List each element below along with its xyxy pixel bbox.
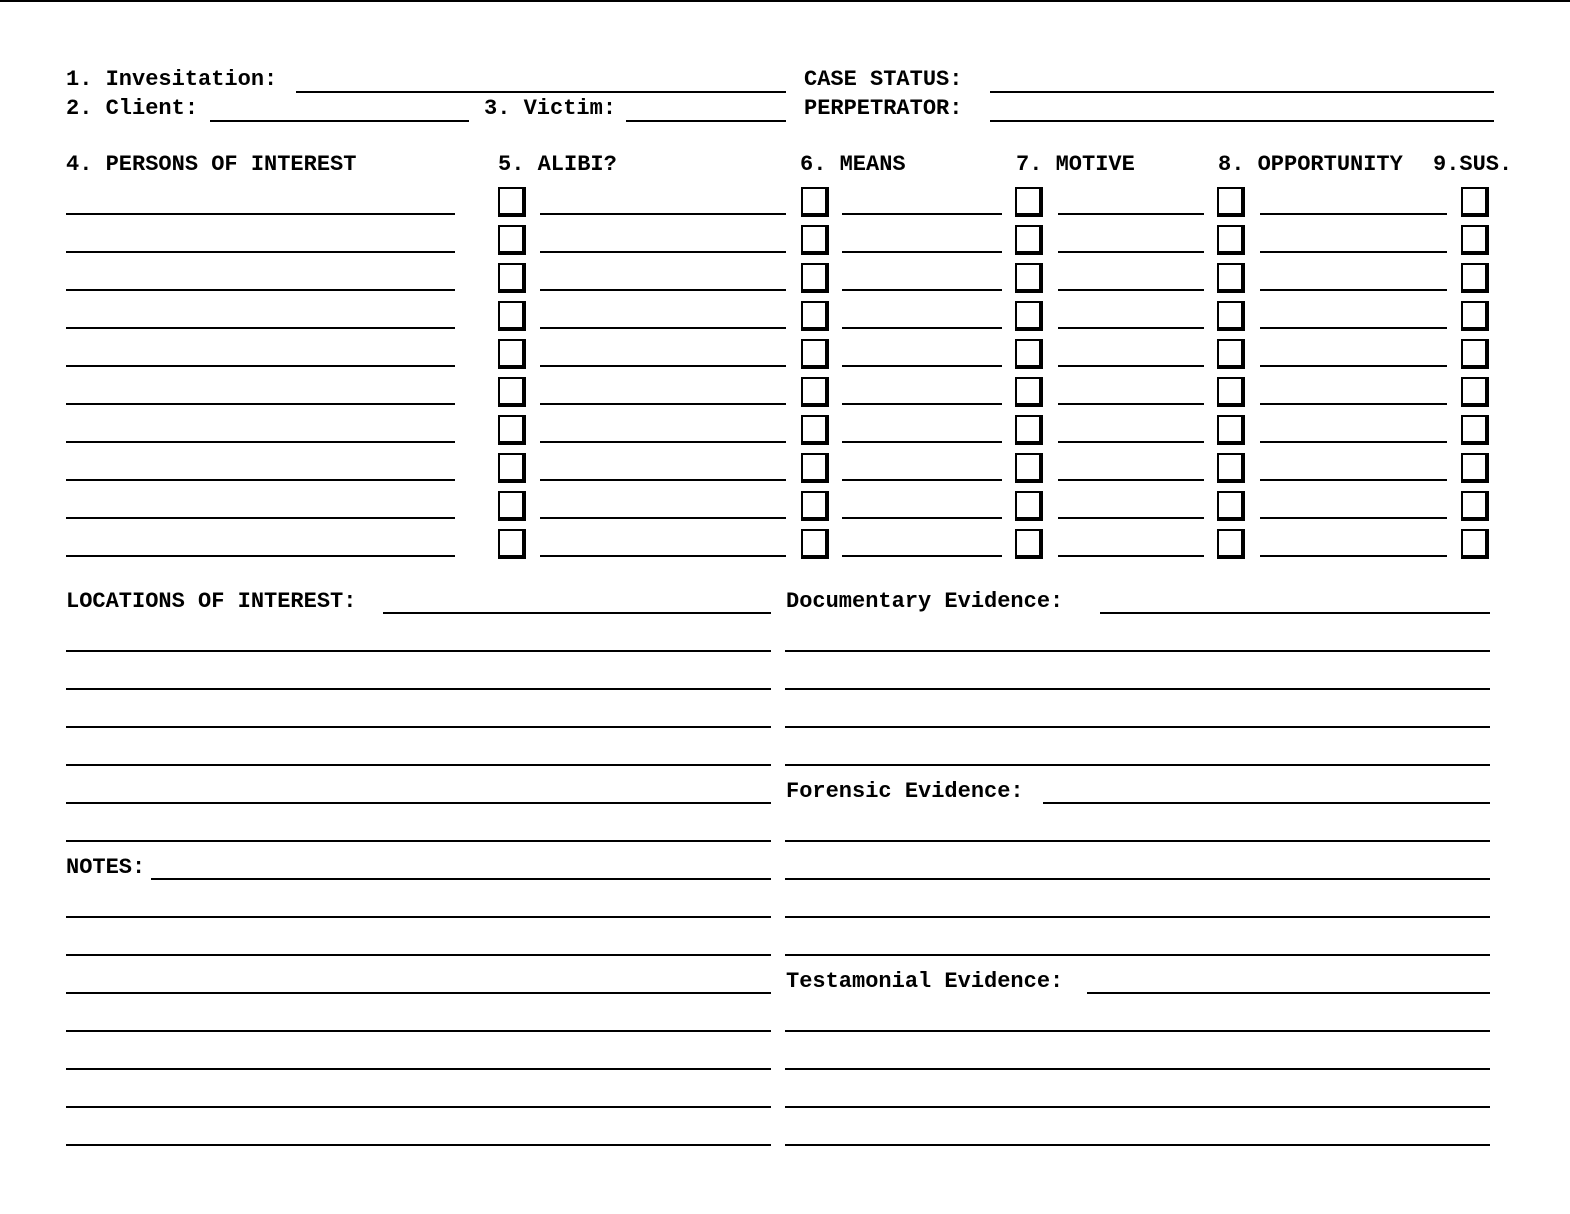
opportunity-row-4-checkbox[interactable] <box>1217 301 1245 331</box>
suspect-row-2-checkbox[interactable] <box>1461 225 1489 255</box>
suspect-header: 9.SUS. <box>1433 152 1513 177</box>
client-field[interactable] <box>210 94 469 122</box>
alibi-row-4-checkbox[interactable] <box>498 301 526 331</box>
opportunity-row-4-field[interactable] <box>1260 301 1447 329</box>
means-row-6-field[interactable] <box>842 377 1002 405</box>
means-row-5-field[interactable] <box>842 339 1002 367</box>
forensic-line-4-field[interactable] <box>785 928 1490 956</box>
alibi-row-8-checkbox[interactable] <box>498 453 526 483</box>
opportunity-row-5-checkbox[interactable] <box>1217 339 1245 369</box>
alibi-row-5-checkbox[interactable] <box>498 339 526 369</box>
person-row-4-field[interactable] <box>66 301 455 329</box>
suspect-row-6-checkbox[interactable] <box>1461 377 1489 407</box>
suspect-row-10-checkbox[interactable] <box>1461 529 1489 559</box>
person-row-10-field[interactable] <box>66 529 455 557</box>
case-status-field[interactable] <box>990 65 1494 93</box>
suspect-row-7-checkbox[interactable] <box>1461 415 1489 445</box>
locations-entry-field[interactable] <box>383 586 771 614</box>
alibi-row-1-field[interactable] <box>540 187 786 215</box>
motive-row-5-field[interactable] <box>1058 339 1204 367</box>
motive-row-8-field[interactable] <box>1058 453 1204 481</box>
suspect-row-3-checkbox[interactable] <box>1461 263 1489 293</box>
forensic-line-2-field[interactable] <box>785 852 1490 880</box>
motive-header: 7. MOTIVE <box>1016 152 1135 177</box>
means-row-5-checkbox[interactable] <box>801 339 829 369</box>
alibi-row-5-field[interactable] <box>540 339 786 367</box>
motive-row-6-checkbox[interactable] <box>1015 377 1043 407</box>
means-row-4-field[interactable] <box>842 301 1002 329</box>
documentary-evidence-label: Documentary Evidence: <box>786 589 1064 614</box>
suspect-row-1-checkbox[interactable] <box>1461 187 1489 217</box>
alibi-row-4-field[interactable] <box>540 301 786 329</box>
person-row-7-field[interactable] <box>66 415 455 443</box>
person-row-6-field[interactable] <box>66 377 455 405</box>
motive-row-9-field[interactable] <box>1058 491 1204 519</box>
motive-row-1-field[interactable] <box>1058 187 1204 215</box>
motive-row-5-checkbox[interactable] <box>1015 339 1043 369</box>
opportunity-row-6-checkbox[interactable] <box>1217 377 1245 407</box>
motive-row-2-checkbox[interactable] <box>1015 225 1043 255</box>
documentary-line-3-field[interactable] <box>785 700 1490 728</box>
means-row-7-checkbox[interactable] <box>801 415 829 445</box>
person-row-8-field[interactable] <box>66 453 455 481</box>
documentary-line-1-field[interactable] <box>785 624 1490 652</box>
motive-row-7-checkbox[interactable] <box>1015 415 1043 445</box>
motive-row-9-checkbox[interactable] <box>1015 491 1043 521</box>
person-row-2-field[interactable] <box>66 225 455 253</box>
testimonial-line-2-field[interactable] <box>785 1042 1490 1070</box>
perpetrator-label: PERPETRATOR: <box>804 96 963 121</box>
means-row-8-checkbox[interactable] <box>801 453 829 483</box>
motive-row-3-checkbox[interactable] <box>1015 263 1043 293</box>
alibi-row-10-checkbox[interactable] <box>498 529 526 559</box>
opportunity-header: 8. OPPORTUNITY <box>1218 152 1403 177</box>
opportunity-row-10-checkbox[interactable] <box>1217 529 1245 559</box>
means-row-7-field[interactable] <box>842 415 1002 443</box>
alibi-row-6-field[interactable] <box>540 377 786 405</box>
notes-line-7-field[interactable] <box>66 1118 771 1146</box>
notes-label: NOTES: <box>66 855 146 880</box>
testimonial-entry-field[interactable] <box>1087 966 1490 994</box>
notes-line-1-field[interactable] <box>66 890 771 918</box>
persons-of-interest-header: 4. PERSONS OF INTEREST <box>66 152 357 177</box>
documentary-line-2-field[interactable] <box>785 662 1490 690</box>
locations-line-5-field[interactable] <box>66 776 771 804</box>
motive-row-10-field[interactable] <box>1058 529 1204 557</box>
opportunity-row-10-field[interactable] <box>1260 529 1447 557</box>
notes-line-4-field[interactable] <box>66 1004 771 1032</box>
forensic-line-1-field[interactable] <box>785 814 1490 842</box>
opportunity-row-8-field[interactable] <box>1260 453 1447 481</box>
means-row-2-checkbox[interactable] <box>801 225 829 255</box>
forensic-evidence-label: Forensic Evidence: <box>786 779 1024 804</box>
locations-line-3-field[interactable] <box>66 700 771 728</box>
alibi-row-9-checkbox[interactable] <box>498 491 526 521</box>
forensic-entry-field[interactable] <box>1043 776 1490 804</box>
victim-field[interactable] <box>626 94 786 122</box>
motive-row-3-field[interactable] <box>1058 263 1204 291</box>
alibi-row-9-field[interactable] <box>540 491 786 519</box>
opportunity-row-1-checkbox[interactable] <box>1217 187 1245 217</box>
alibi-row-2-field[interactable] <box>540 225 786 253</box>
testimonial-line-3-field[interactable] <box>785 1080 1490 1108</box>
means-row-10-field[interactable] <box>842 529 1002 557</box>
suspect-row-8-checkbox[interactable] <box>1461 453 1489 483</box>
client-label: 2. Client: <box>66 96 199 121</box>
person-row-9-field[interactable] <box>66 491 455 519</box>
motive-row-4-checkbox[interactable] <box>1015 301 1043 331</box>
means-header: 6. MEANS <box>800 152 906 177</box>
alibi-row-2-checkbox[interactable] <box>498 225 526 255</box>
investigation-field[interactable] <box>296 65 786 93</box>
opportunity-row-1-field[interactable] <box>1260 187 1447 215</box>
locations-line-2-field[interactable] <box>66 662 771 690</box>
opportunity-row-7-checkbox[interactable] <box>1217 415 1245 445</box>
person-row-3-field[interactable] <box>66 263 455 291</box>
means-row-9-field[interactable] <box>842 491 1002 519</box>
means-row-6-checkbox[interactable] <box>801 377 829 407</box>
motive-row-6-field[interactable] <box>1058 377 1204 405</box>
locations-line-6-field[interactable] <box>66 814 771 842</box>
notes-line-3-field[interactable] <box>66 966 771 994</box>
perpetrator-field[interactable] <box>990 94 1494 122</box>
means-row-4-checkbox[interactable] <box>801 301 829 331</box>
testimonial-line-4-field[interactable] <box>785 1118 1490 1146</box>
testimonial-evidence-label: Testamonial Evidence: <box>786 969 1064 994</box>
alibi-row-3-checkbox[interactable] <box>498 263 526 293</box>
victim-label: 3. Victim: <box>484 96 617 121</box>
alibi-row-1-checkbox[interactable] <box>498 187 526 217</box>
alibi-row-6-checkbox[interactable] <box>498 377 526 407</box>
opportunity-row-3-field[interactable] <box>1260 263 1447 291</box>
alibi-row-7-field[interactable] <box>540 415 786 443</box>
opportunity-row-5-field[interactable] <box>1260 339 1447 367</box>
suspect-row-5-checkbox[interactable] <box>1461 339 1489 369</box>
locations-label: LOCATIONS OF INTEREST: <box>66 589 357 614</box>
opportunity-row-2-field[interactable] <box>1260 225 1447 253</box>
locations-line-4-field[interactable] <box>66 738 771 766</box>
opportunity-row-9-field[interactable] <box>1260 491 1447 519</box>
investigation-label: 1. Invesitation: <box>66 67 278 92</box>
motive-row-7-field[interactable] <box>1058 415 1204 443</box>
means-row-2-field[interactable] <box>842 225 1002 253</box>
opportunity-row-8-checkbox[interactable] <box>1217 453 1245 483</box>
means-row-9-checkbox[interactable] <box>801 491 829 521</box>
person-row-1-field[interactable] <box>66 187 455 215</box>
locations-line-1-field[interactable] <box>66 624 771 652</box>
opportunity-row-3-checkbox[interactable] <box>1217 263 1245 293</box>
motive-row-10-checkbox[interactable] <box>1015 529 1043 559</box>
opportunity-row-9-checkbox[interactable] <box>1217 491 1245 521</box>
alibi-row-3-field[interactable] <box>540 263 786 291</box>
documentary-entry-field[interactable] <box>1100 586 1490 614</box>
case-status-label: CASE STATUS: <box>804 67 963 92</box>
alibi-row-7-checkbox[interactable] <box>498 415 526 445</box>
alibi-row-8-field[interactable] <box>540 453 786 481</box>
motive-row-8-checkbox[interactable] <box>1015 453 1043 483</box>
motive-row-2-field[interactable] <box>1058 225 1204 253</box>
person-row-5-field[interactable] <box>66 339 455 367</box>
top-border <box>0 0 1570 2</box>
testimonial-line-1-field[interactable] <box>785 1004 1490 1032</box>
suspect-row-9-checkbox[interactable] <box>1461 491 1489 521</box>
notes-line-5-field[interactable] <box>66 1042 771 1070</box>
means-row-1-checkbox[interactable] <box>801 187 829 217</box>
means-row-10-checkbox[interactable] <box>801 529 829 559</box>
notes-entry-field[interactable] <box>151 852 771 880</box>
opportunity-row-6-field[interactable] <box>1260 377 1447 405</box>
means-row-3-field[interactable] <box>842 263 1002 291</box>
motive-row-4-field[interactable] <box>1058 301 1204 329</box>
opportunity-row-7-field[interactable] <box>1260 415 1447 443</box>
forensic-line-3-field[interactable] <box>785 890 1490 918</box>
opportunity-row-2-checkbox[interactable] <box>1217 225 1245 255</box>
means-row-1-field[interactable] <box>842 187 1002 215</box>
alibi-row-10-field[interactable] <box>540 529 786 557</box>
notes-line-2-field[interactable] <box>66 928 771 956</box>
notes-line-6-field[interactable] <box>66 1080 771 1108</box>
means-row-8-field[interactable] <box>842 453 1002 481</box>
alibi-header: 5. ALIBI? <box>498 152 617 177</box>
documentary-line-4-field[interactable] <box>785 738 1490 766</box>
suspect-row-4-checkbox[interactable] <box>1461 301 1489 331</box>
means-row-3-checkbox[interactable] <box>801 263 829 293</box>
motive-row-1-checkbox[interactable] <box>1015 187 1043 217</box>
